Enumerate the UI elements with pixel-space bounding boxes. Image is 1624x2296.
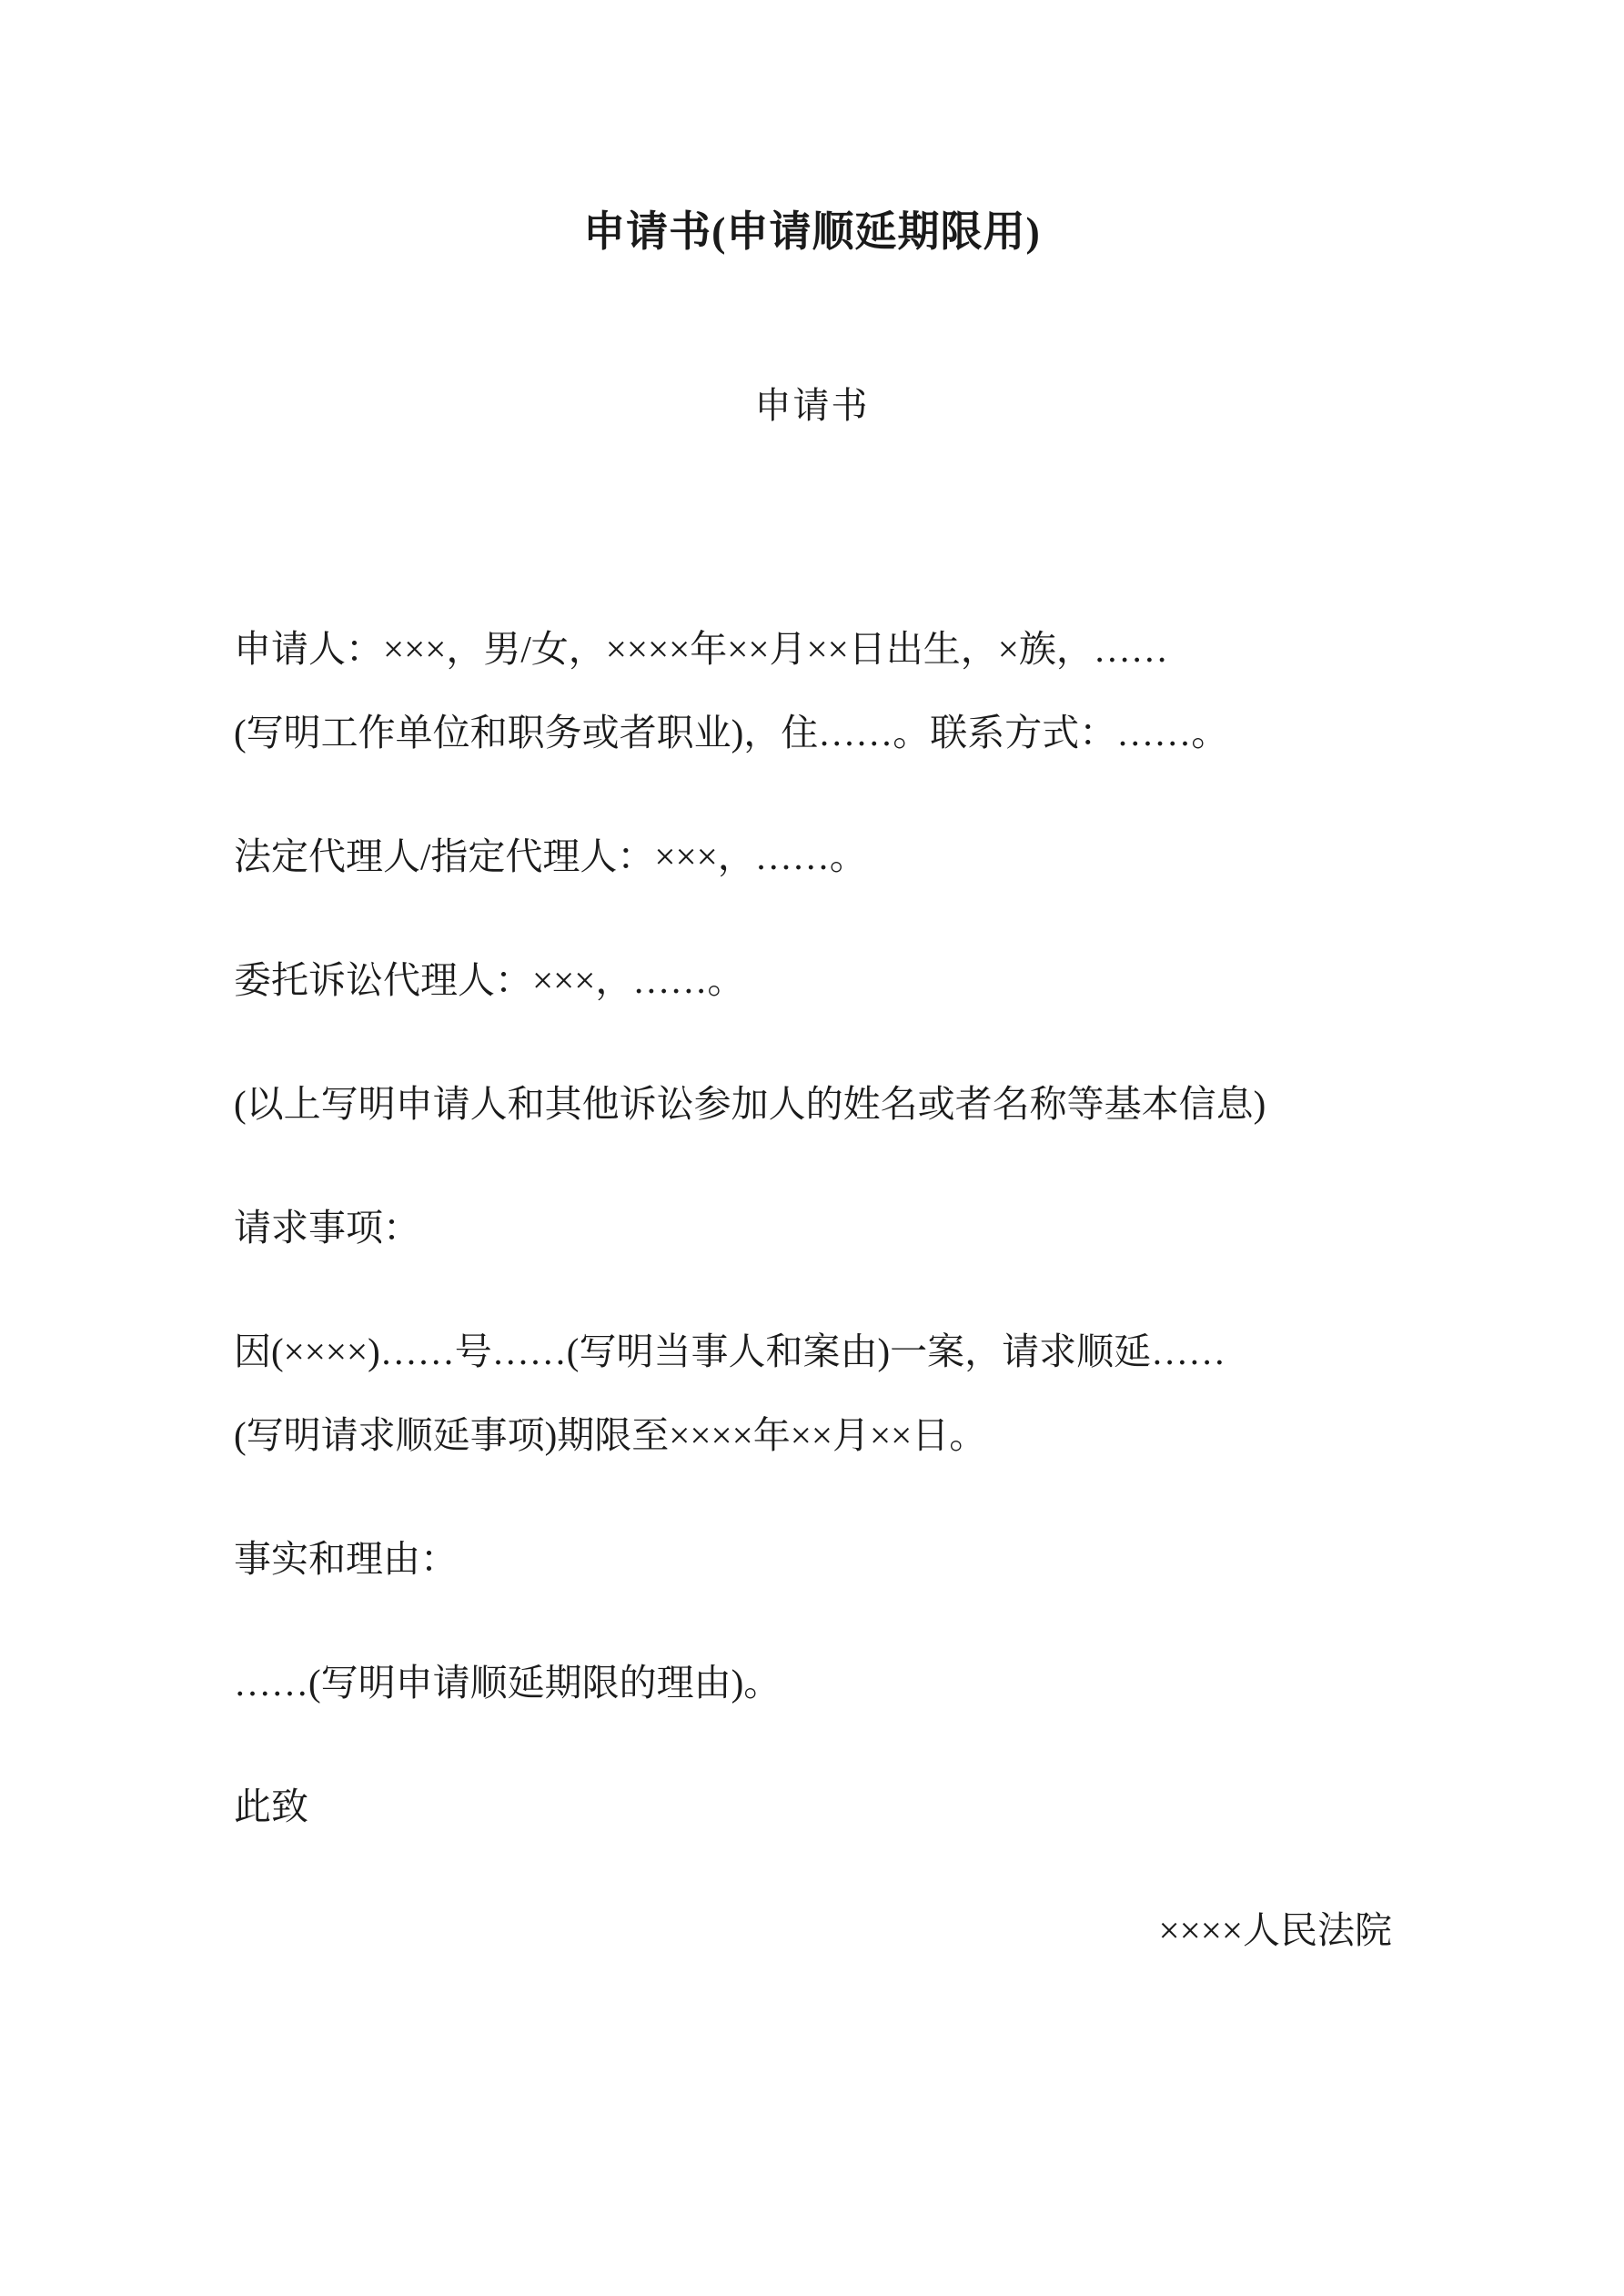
paragraph-facts-heading <box>234 1517 1392 1601</box>
paragraph-line: 委托诉讼代理人：×××，……。 <box>234 959 745 1001</box>
paragraph-line: (写明请求顺延事项)期限至××××年××月××日。 <box>234 1414 987 1456</box>
document-body <box>234 607 1392 1972</box>
document-title: 申请书(申请顺延期限用) <box>583 208 1041 255</box>
paragraph-line: 申请人：×××，男/女，××××年××月××日出生，×族，…… <box>234 628 1168 670</box>
paragraph-line: ……(写明申请顺延期限的理由)。 <box>234 1662 782 1704</box>
document-subtitle: 申请书 <box>754 385 870 426</box>
paragraph-applicant-info <box>234 607 1392 774</box>
paragraph-closing-salute <box>234 1765 1392 1848</box>
paragraph-facts-body <box>234 1641 1392 1725</box>
paragraph-line: 事实和理由： <box>234 1538 458 1580</box>
paragraph-request-body <box>234 1310 1392 1477</box>
paragraph-request-heading <box>234 1186 1392 1269</box>
paragraph-line: 请求事项： <box>234 1207 420 1249</box>
paragraph-line: 因(××××)……号……(写明当事人和案由)一案，请求顺延…… <box>234 1330 1226 1372</box>
paragraph-legal-agent <box>234 814 1392 898</box>
paragraph-line: 法定代理人/指定代理人：×××，……。 <box>234 835 867 877</box>
paragraph-line: ××××人民法院 <box>1158 1909 1392 1951</box>
paragraph-line: 此致 <box>234 1785 308 1827</box>
paragraph-line: (以上写明申请人和其他诉讼参加人的姓名或者名称等基本信息) <box>234 1083 1266 1125</box>
paragraph-basic-info-note <box>234 1062 1392 1146</box>
paragraph-litigation-agent <box>234 938 1392 1022</box>
paragraph-line: (写明工作单位和职务或者职业)，住……。联系方式：……。 <box>234 712 1229 754</box>
paragraph-court-name <box>234 1888 1392 1972</box>
